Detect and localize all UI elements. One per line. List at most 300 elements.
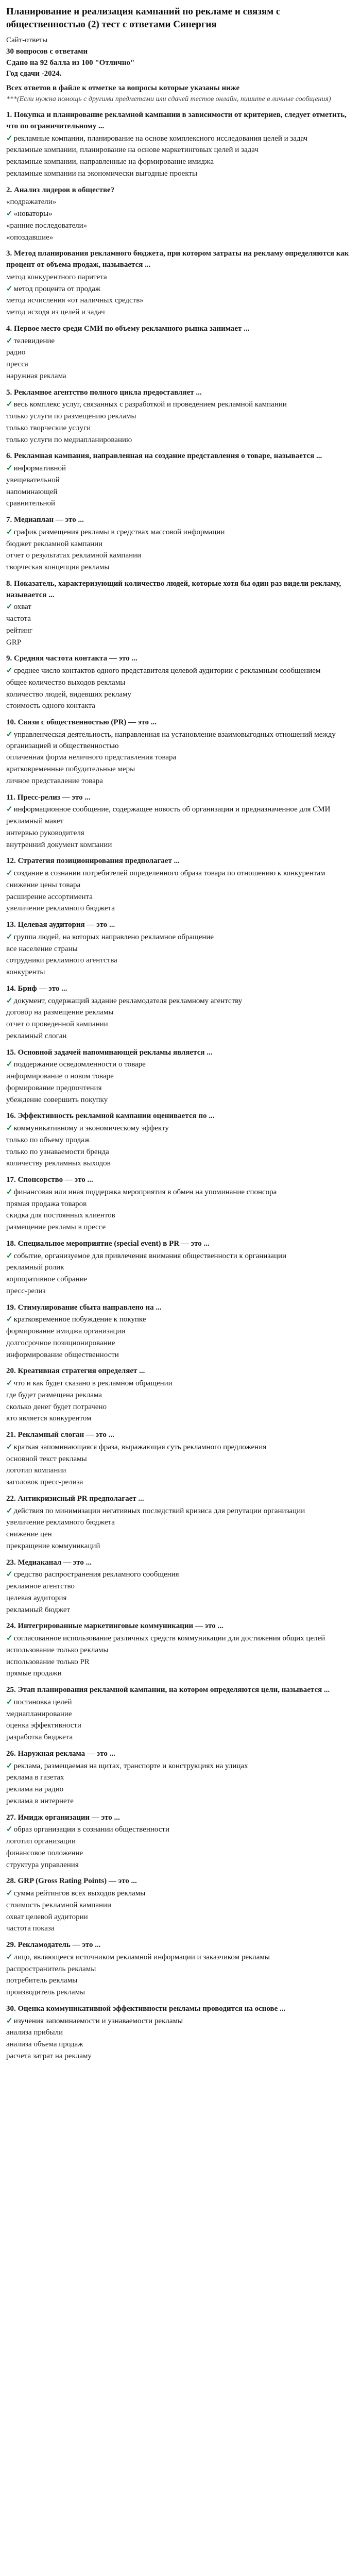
answer-text: снижение цен bbox=[6, 1530, 52, 1539]
answer-correct bbox=[6, 463, 355, 474]
answer-option bbox=[6, 1350, 355, 1361]
check-icon: ✓ bbox=[6, 1443, 13, 1451]
answer-text: информационное сообщение, содержащее новость об организации и предназначенное для СМИ bbox=[13, 805, 331, 814]
question-block bbox=[6, 1430, 355, 1488]
answer-option bbox=[6, 1772, 355, 1784]
answer-option bbox=[6, 145, 355, 156]
answer-option bbox=[6, 1465, 355, 1477]
answer-option bbox=[6, 955, 355, 967]
question-block bbox=[6, 1621, 355, 1680]
answer-option bbox=[6, 1274, 355, 1285]
answer-option bbox=[6, 880, 355, 891]
answer-text: реклама на радио bbox=[6, 1785, 64, 1794]
answer-text: метод процента от продаж bbox=[13, 284, 101, 293]
answer-text: увеличение рекламного бюджета bbox=[6, 904, 115, 913]
question-title: 1. Покупка и планирование рекламной кампании в зависимости от критериев, следует отметить, что по ограничительному ... bbox=[6, 111, 347, 130]
question-block bbox=[6, 324, 355, 382]
answer-text: расширение ассортимента bbox=[6, 892, 93, 901]
question-block bbox=[6, 1494, 355, 1552]
answer-option bbox=[6, 1402, 355, 1413]
answer-text: производитель рекламы bbox=[6, 1988, 85, 1997]
question-block bbox=[6, 248, 355, 318]
answer-text: наружная реклама bbox=[6, 371, 66, 380]
year-line: Год сдачи -2024. bbox=[6, 70, 62, 78]
check-icon: ✓ bbox=[6, 1124, 13, 1133]
answer-text: долгосрочное позиционирование bbox=[6, 1338, 115, 1347]
answer-text: среднее число контактов одного представителя целевой аудитории с рекламным сообщением bbox=[13, 667, 321, 675]
answer-text: «опоздавшие» bbox=[6, 233, 54, 242]
answer-text: стоимость одного контакта bbox=[6, 702, 95, 710]
answer-text: рекламный слоган bbox=[6, 1031, 67, 1040]
question-title: 9. Средняя частота контакта — это ... bbox=[6, 654, 137, 663]
answer-correct bbox=[6, 1569, 355, 1581]
answer-text: финансовое положение bbox=[6, 1849, 83, 1857]
answer-option bbox=[6, 539, 355, 550]
questions-list bbox=[6, 110, 355, 2062]
answer-option bbox=[6, 1605, 355, 1616]
answer-text: структура управления bbox=[6, 1860, 79, 1869]
answer-correct bbox=[6, 602, 355, 613]
check-icon: ✓ bbox=[6, 134, 13, 143]
answer-text: отчет о результатах рекламной кампании bbox=[6, 551, 142, 560]
answer-option bbox=[6, 944, 355, 955]
answer-option bbox=[6, 1709, 355, 1720]
answer-text: прекращение коммуникаций bbox=[6, 1541, 100, 1550]
answer-option bbox=[6, 764, 355, 775]
notice-note: ***(Если нужна помощь с другими предметами или сдачей тестов онлайн, пишите в личные сообщения) bbox=[6, 95, 331, 103]
question-block bbox=[6, 2004, 355, 2062]
answer-text: пресс-релиз bbox=[6, 1286, 46, 1295]
check-icon: ✓ bbox=[6, 1889, 13, 1898]
answer-option bbox=[6, 1071, 355, 1082]
answer-option bbox=[6, 1975, 355, 1987]
question-block bbox=[6, 920, 355, 978]
answer-text: действия по минимизации негативных последствий кризиса для репутации организации bbox=[13, 1506, 305, 1515]
answer-text: целевая аудитория bbox=[6, 1594, 67, 1602]
answer-text: событие, организуемое для привлечения внимания общественности к организации bbox=[13, 1251, 287, 1260]
answer-text: изучения запоминаемости и узнаваемости рекламы bbox=[13, 2016, 183, 2025]
answer-correct bbox=[6, 1633, 355, 1645]
answer-text: внутренний документ компании bbox=[6, 840, 112, 849]
answer-option bbox=[6, 1477, 355, 1488]
answer-option bbox=[6, 295, 355, 307]
question-title: 18. Специальное мероприятие (special event) в PR — это ... bbox=[6, 1239, 210, 1248]
answer-correct bbox=[6, 804, 355, 816]
answer-text: прямые продажи bbox=[6, 1669, 62, 1678]
answer-text: общее количество выходов рекламы bbox=[6, 678, 126, 687]
check-icon: ✓ bbox=[6, 1060, 13, 1069]
question-block bbox=[6, 1812, 355, 1871]
answer-text: GRP bbox=[6, 638, 22, 647]
answer-text: увещевательной bbox=[6, 476, 60, 484]
answer-text: сравнительной bbox=[6, 499, 56, 508]
answer-option bbox=[6, 903, 355, 914]
answer-option bbox=[6, 562, 355, 573]
answer-option bbox=[6, 307, 355, 318]
check-icon: ✓ bbox=[6, 210, 13, 218]
answer-text: сколько денег будет потрачено bbox=[6, 1402, 107, 1411]
answer-option bbox=[6, 1286, 355, 1297]
answer-text: только по объему продаж bbox=[6, 1136, 90, 1144]
answer-option bbox=[6, 232, 355, 244]
answer-option bbox=[6, 816, 355, 827]
answer-text: радио bbox=[6, 348, 26, 357]
question-title: 3. Метод планирования рекламного бюджета, при котором затраты на рекламу определяются как процент от объема продаж, называется ... bbox=[6, 249, 349, 269]
grade-line: Сдано на 92 балла из 100 "Отлично" bbox=[6, 58, 135, 67]
answer-option bbox=[6, 157, 355, 168]
answer-option bbox=[6, 1095, 355, 1106]
answer-correct bbox=[6, 2016, 355, 2027]
answer-text: «новаторы» bbox=[13, 210, 53, 218]
answer-text: график размещения рекламы в средствах массовой информации bbox=[13, 528, 225, 536]
answer-correct bbox=[6, 1952, 355, 1963]
answer-correct bbox=[6, 527, 355, 538]
question-title: 25. Этап планирования рекламной кампании, на котором определяются цели, называется ... bbox=[6, 1686, 330, 1694]
answer-text: частота показа bbox=[6, 1924, 55, 1933]
answer-option bbox=[6, 1657, 355, 1668]
answer-text: все население страны bbox=[6, 944, 78, 953]
questions-count: 30 вопросов с ответами bbox=[6, 47, 88, 56]
answer-text: охват целевой аудитории bbox=[6, 1912, 88, 1921]
question-title: 19. Стимулирование сбыта направлено на ... bbox=[6, 1303, 162, 1312]
check-icon: ✓ bbox=[6, 1251, 13, 1260]
answer-correct bbox=[6, 666, 355, 677]
question-title: 7. Медиаплан — это ... bbox=[6, 516, 84, 524]
answer-option bbox=[6, 1581, 355, 1592]
answer-text: использование только рекламы bbox=[6, 1646, 109, 1654]
notice-block bbox=[6, 83, 355, 105]
answer-correct bbox=[6, 209, 355, 220]
check-icon: ✓ bbox=[6, 869, 13, 878]
answer-text: творческая концепция рекламы bbox=[6, 563, 110, 572]
answer-option bbox=[6, 625, 355, 637]
answer-option bbox=[6, 1645, 355, 1656]
answer-correct bbox=[6, 399, 355, 411]
answer-option bbox=[6, 1454, 355, 1465]
answer-option bbox=[6, 1135, 355, 1146]
answer-option bbox=[6, 411, 355, 422]
answer-text: информативной bbox=[13, 464, 66, 473]
question-title: 20. Креативная стратегия определяет ... bbox=[6, 1367, 145, 1376]
answer-text: снижение цены товара bbox=[6, 880, 81, 889]
question-block bbox=[6, 792, 355, 851]
author-line: Сайт-ответы bbox=[6, 36, 48, 45]
answer-option bbox=[6, 1541, 355, 1552]
answer-text: напоминающей bbox=[6, 487, 58, 496]
check-icon: ✓ bbox=[6, 336, 13, 345]
answer-text: размещение рекламы в прессе bbox=[6, 1223, 106, 1232]
answer-text: образ организации в сознании общественности bbox=[13, 1825, 170, 1834]
answer-text: метод исходя из целей и задач bbox=[6, 308, 105, 317]
answer-option bbox=[6, 550, 355, 562]
answer-option bbox=[6, 1836, 355, 1848]
answer-option bbox=[6, 967, 355, 978]
question-block bbox=[6, 451, 355, 510]
answer-option bbox=[6, 1529, 355, 1540]
question-block bbox=[6, 579, 355, 649]
check-icon: ✓ bbox=[6, 2016, 13, 2025]
answer-option bbox=[6, 689, 355, 701]
answer-option bbox=[6, 1796, 355, 1807]
answer-text: сумма рейтингов всех выходов рекламы bbox=[13, 1889, 146, 1898]
answer-option bbox=[6, 752, 355, 764]
answer-option bbox=[6, 1987, 355, 1998]
answer-option bbox=[6, 197, 355, 208]
answer-option bbox=[6, 423, 355, 434]
answer-text: рекламные компании, направленные на формирование имиджа bbox=[6, 158, 214, 166]
answer-text: кратковременное побуждение к покупке bbox=[13, 1315, 146, 1324]
answer-text: договор на размещение рекламы bbox=[6, 1008, 114, 1017]
answer-option bbox=[6, 1668, 355, 1680]
answer-option bbox=[6, 776, 355, 787]
answer-text: метод конкурентного паритета bbox=[6, 273, 107, 281]
answer-text: корпоративное собрание bbox=[6, 1275, 88, 1284]
answer-option bbox=[6, 1262, 355, 1274]
answer-correct bbox=[6, 1506, 355, 1517]
answer-text: скидка для постоянных клиентов bbox=[6, 1211, 115, 1220]
answer-text: кратковременные побудительные меры bbox=[6, 765, 135, 774]
answer-option bbox=[6, 435, 355, 446]
answer-option bbox=[6, 637, 355, 649]
answer-correct bbox=[6, 1697, 355, 1708]
check-icon: ✓ bbox=[6, 1634, 13, 1643]
answer-text: интервью руководителя bbox=[6, 828, 84, 837]
check-icon: ✓ bbox=[6, 528, 13, 536]
answer-option bbox=[6, 1517, 355, 1529]
answer-text: реклама, размещаемая на щитах, транспорте и конструкциях на улицах bbox=[13, 1761, 248, 1770]
check-icon: ✓ bbox=[6, 1570, 13, 1579]
answer-text: количество людей, видевших рекламу bbox=[6, 690, 131, 699]
question-block bbox=[6, 1302, 355, 1361]
answer-text: рейтинг bbox=[6, 626, 32, 635]
answer-text: рекламное агентство bbox=[6, 1582, 75, 1591]
answer-correct bbox=[6, 1378, 355, 1389]
check-icon: ✓ bbox=[6, 603, 13, 612]
check-icon: ✓ bbox=[6, 667, 13, 675]
answer-text: анализа объема продаж bbox=[6, 2040, 83, 2049]
answer-correct bbox=[6, 1123, 355, 1134]
answer-text: рекламный макет bbox=[6, 817, 64, 826]
check-icon: ✓ bbox=[6, 284, 13, 293]
answer-text: лицо, являющееся источником рекламной информации и заказчиком рекламы bbox=[13, 1953, 270, 1961]
answer-text: рекламные компании, планирование на основе маркетинговых целей и задач bbox=[6, 146, 259, 155]
answer-option bbox=[6, 1390, 355, 1401]
answer-option bbox=[6, 1900, 355, 1911]
answer-correct bbox=[6, 284, 355, 295]
answer-text: расчета затрат на рекламу bbox=[6, 2052, 92, 2060]
question-block bbox=[6, 185, 355, 244]
question-block bbox=[6, 515, 355, 573]
check-icon: ✓ bbox=[6, 1379, 13, 1388]
answer-option bbox=[6, 1031, 355, 1042]
check-icon: ✓ bbox=[6, 805, 13, 814]
question-block bbox=[6, 387, 355, 446]
check-icon: ✓ bbox=[6, 996, 13, 1005]
answer-correct bbox=[6, 1059, 355, 1071]
answer-text: кто является конкурентом bbox=[6, 1414, 92, 1423]
question-title: 27. Имидж организации — это ... bbox=[6, 1813, 120, 1822]
answer-text: только услуги по медиапланированию bbox=[6, 435, 132, 444]
answer-text: распространитель рекламы bbox=[6, 1964, 96, 1973]
question-block bbox=[6, 1557, 355, 1616]
answer-text: только услуги по размещению рекламы bbox=[6, 412, 136, 421]
question-title: 26. Наружная реклама — это ... bbox=[6, 1749, 115, 1758]
answer-option bbox=[6, 1222, 355, 1233]
question-title: 28. GRP (Gross Rating Points) — это ... bbox=[6, 1877, 137, 1886]
answer-text: финансовая или иная поддержка мероприятия в обмен на упоминание спонсора bbox=[13, 1188, 277, 1196]
answer-text: убеждение совершить покупку bbox=[6, 1095, 108, 1104]
check-icon: ✓ bbox=[6, 1825, 13, 1834]
question-block bbox=[6, 653, 355, 712]
answer-option bbox=[6, 892, 355, 903]
answer-text: создание в сознании потребителей определенного образа товара по отношению к конкурентам bbox=[13, 869, 325, 878]
question-title: 2. Анализ лидеров в обществе? bbox=[6, 185, 115, 194]
answer-text: телевидение bbox=[13, 336, 55, 345]
answer-correct bbox=[6, 868, 355, 879]
question-title: 15. Основной задачей напоминающей рекламы является ... bbox=[6, 1048, 213, 1057]
answer-option bbox=[6, 1848, 355, 1859]
question-title: 8. Показатель, характеризующий количество людей, которые хотя бы один раз видели рекламу, называется ... bbox=[6, 579, 341, 599]
answer-option bbox=[6, 371, 355, 382]
answer-option bbox=[6, 1210, 355, 1222]
answer-option bbox=[6, 1964, 355, 1975]
answer-text: рекламные компании, планирование на основе комплексного исследования целей и задач bbox=[13, 134, 308, 143]
answer-option bbox=[6, 487, 355, 498]
answer-option bbox=[6, 1147, 355, 1158]
answer-text: заголовок пресс-релиза bbox=[6, 1478, 83, 1487]
question-title: 29. Рекламодатель — это ... bbox=[6, 1941, 101, 1950]
answer-text: формирование предпочтения bbox=[6, 1083, 102, 1092]
question-title: 5. Рекламное агентство полного цикла предоставляет ... bbox=[6, 388, 202, 397]
answer-correct bbox=[6, 1314, 355, 1326]
answer-text: сотрудники рекламного агентства bbox=[6, 956, 117, 965]
question-title: 17. Спонсорство — это ... bbox=[6, 1176, 93, 1184]
question-block bbox=[6, 1239, 355, 1297]
answer-text: рекламные компании на экономически выгодные проекты bbox=[6, 169, 198, 178]
answer-text: только по узнаваемости бренда bbox=[6, 1147, 109, 1156]
question-title: 23. Медиаканал — это ... bbox=[6, 1558, 92, 1567]
check-icon: ✓ bbox=[6, 730, 13, 739]
question-block bbox=[6, 717, 355, 787]
answer-option bbox=[6, 475, 355, 486]
question-title: 10. Связи с общественностью (PR) — это ... bbox=[6, 718, 157, 727]
answer-text: оценка эффективности bbox=[6, 1721, 81, 1730]
answer-text: «подражатели» bbox=[6, 198, 57, 207]
check-icon: ✓ bbox=[6, 1188, 13, 1196]
answer-text: согласованное использование различных средств коммуникации для достижения общих целей bbox=[13, 1634, 325, 1643]
page-title: Планирование и реализация кампаний по рекламе и связям с общественностью (2) тест с ответами Синергия bbox=[6, 6, 281, 30]
question-title: 22. Антикризисный PR предполагает ... bbox=[6, 1494, 144, 1503]
question-title: 13. Целевая аудитория — это ... bbox=[6, 921, 115, 929]
answer-option bbox=[6, 1083, 355, 1094]
check-icon: ✓ bbox=[6, 1506, 13, 1515]
question-block bbox=[6, 1749, 355, 1807]
answer-option bbox=[6, 2039, 355, 2050]
answer-option bbox=[6, 1413, 355, 1425]
answer-text: разработка бюджета bbox=[6, 1733, 73, 1742]
answer-option bbox=[6, 840, 355, 851]
answer-correct bbox=[6, 1187, 355, 1198]
answer-text: анализа прибыли bbox=[6, 2028, 63, 2037]
question-block bbox=[6, 856, 355, 914]
check-icon: ✓ bbox=[6, 400, 13, 409]
answer-text: личное представление товара bbox=[6, 776, 103, 785]
answer-text: частота bbox=[6, 615, 31, 623]
answer-correct bbox=[6, 336, 355, 347]
answer-text: метод исчисления «от наличных средств» bbox=[6, 296, 144, 305]
answer-correct bbox=[6, 133, 355, 145]
question-block bbox=[6, 1175, 355, 1233]
answer-correct bbox=[6, 1824, 355, 1836]
answer-option bbox=[6, 2027, 355, 2039]
answer-text: средство распространения рекламного сообщения bbox=[13, 1570, 179, 1579]
answer-correct bbox=[6, 996, 355, 1007]
answer-text: реклама в газетах bbox=[6, 1773, 64, 1782]
answer-correct bbox=[6, 1251, 355, 1262]
answer-option bbox=[6, 1732, 355, 1743]
answer-text: пресса bbox=[6, 360, 28, 369]
answer-option bbox=[6, 1019, 355, 1030]
answer-text: поддержание осведомленности о товаре bbox=[13, 1060, 146, 1069]
answer-text: увеличение рекламного бюджета bbox=[6, 1518, 115, 1527]
answer-text: информирование о новом товаре bbox=[6, 1072, 114, 1081]
answer-text: основной текст рекламы bbox=[6, 1454, 87, 1463]
answer-option bbox=[6, 272, 355, 283]
answer-option bbox=[6, 347, 355, 359]
question-block bbox=[6, 1940, 355, 1998]
answer-option bbox=[6, 221, 355, 232]
check-icon: ✓ bbox=[6, 1698, 13, 1706]
answer-option bbox=[6, 1326, 355, 1337]
answer-text: коммуникативному и экономическому эффекту bbox=[13, 1124, 169, 1133]
answer-option bbox=[6, 359, 355, 370]
check-icon: ✓ bbox=[6, 464, 13, 473]
answer-text: информирование общественности bbox=[6, 1350, 119, 1359]
answer-text: весь комплекс услуг, связанных с разработкой и проведением рекламной кампании bbox=[13, 400, 287, 409]
notice-text: Всех ответов в файле к отметке за вопросы которые указаны ниже bbox=[6, 84, 240, 93]
answer-option bbox=[6, 1007, 355, 1019]
answer-text: краткая запоминающаяся фраза, выражающая суть рекламного предложения bbox=[13, 1443, 267, 1451]
answer-text: документ, содержащий задание рекламодателя рекламному агентству bbox=[13, 996, 243, 1005]
answer-option bbox=[6, 168, 355, 180]
question-title: 14. Бриф — это ... bbox=[6, 984, 67, 993]
answer-correct bbox=[6, 1888, 355, 1900]
answer-text: охват bbox=[13, 603, 31, 612]
answer-text: рекламный ролик bbox=[6, 1263, 64, 1272]
answer-option bbox=[6, 1338, 355, 1349]
answer-text: прямая продажа товаров bbox=[6, 1199, 87, 1208]
check-icon: ✓ bbox=[6, 933, 13, 941]
answer-text: стоимость рекламной кампании bbox=[6, 1901, 112, 1909]
answer-text: использование только PR bbox=[6, 1657, 90, 1666]
answer-correct bbox=[6, 1442, 355, 1453]
answer-option bbox=[6, 1860, 355, 1871]
answer-text: логотип компании bbox=[6, 1466, 66, 1475]
answer-option bbox=[6, 1784, 355, 1795]
answer-option bbox=[6, 677, 355, 689]
answer-text: где будет размещена реклама bbox=[6, 1391, 102, 1399]
question-block bbox=[6, 1685, 355, 1743]
question-title: 12. Стратегия позиционирования предполагает ... bbox=[6, 857, 180, 866]
answer-text: потребитель рекламы bbox=[6, 1976, 78, 1985]
answer-option bbox=[6, 2051, 355, 2062]
answer-correct bbox=[6, 730, 355, 752]
answer-text: оплаченная форма неличного представления товара bbox=[6, 753, 177, 762]
answer-correct bbox=[6, 932, 355, 943]
question-block bbox=[6, 110, 355, 180]
check-icon: ✓ bbox=[6, 1315, 13, 1324]
answer-text: логотип организации bbox=[6, 1837, 76, 1846]
